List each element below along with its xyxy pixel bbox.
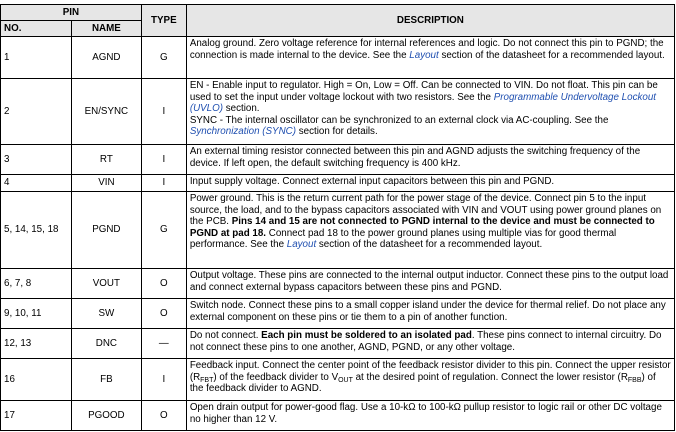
pin-number: 6, 7, 8 (1, 269, 72, 299)
name-header: NAME (71, 21, 141, 37)
pin-number: 4 (1, 175, 72, 192)
table-row (1, 37, 675, 79)
pin-description: EN - Enable input to regulator. High = On, Low = Off. Can be connected to VIN. Do not float. This pin can be used to set the input under voltage lockout with two resistors. See the Programmable Undervoltage Lockout (UVLO) section. SYNC - The internal oscillator can be synchronized to an external clock via AC-coupling. See the Synchronization (SYNC) section for details. (186, 79, 674, 145)
pin-description: Analog ground. Zero voltage reference for internal references and logic. Do not connect this pin to PGND; the connection is made internal to the device. See the Layout section of the datasheet for a recommended layout. (186, 37, 674, 79)
pin-name: RT (71, 145, 141, 175)
pin-type: O (141, 269, 186, 299)
pin-description: Switch node. Connect these pins to a small copper island under the device for thermal relief. Do not place any external component on these pins or tie them to a pin of another function. (186, 299, 674, 329)
pin-number: 5, 14, 15, 18 (1, 192, 72, 269)
pin-name: FB (71, 359, 141, 401)
sync-link[interactable]: Synchronization (SYNC) (189, 126, 296, 138)
pin-type: I (141, 145, 186, 175)
pin-number: 16 (1, 359, 72, 401)
pin-description: Output voltage. These pins are connected to the internal output inductor. Connect these pins to the output load and connect external bypass capacitors between these pins and PGND. (186, 269, 674, 299)
pin-number: 9, 10, 11 (1, 299, 72, 329)
pin-type: — (141, 329, 186, 359)
pin-type: G (141, 37, 186, 79)
pin-name: PGND (71, 192, 141, 269)
table-row (1, 269, 675, 299)
pin-number: 2 (1, 79, 72, 145)
table-row (1, 401, 675, 431)
pin-name: AGND (71, 37, 141, 79)
pin-name: PGOOD (71, 401, 141, 431)
uvlo-link[interactable]: Programmable Undervoltage Lockout (UVLO) (189, 91, 656, 115)
layout-link[interactable]: Layout (286, 239, 317, 251)
pin-number: 3 (1, 145, 72, 175)
pin-description: An external timing resistor connected between this pin and AGND adjusts the switching frequency of the device. If left open, the default switching frequency is 400 kHz. (186, 145, 674, 175)
pin-name: SW (71, 299, 141, 329)
table-row (1, 329, 675, 359)
pin-number: 17 (1, 401, 72, 431)
pin-header: PIN (1, 5, 142, 21)
pin-type: I (141, 79, 186, 145)
pin-number: 1 (1, 37, 72, 79)
pin-type: O (141, 401, 186, 431)
pin-type: G (141, 192, 186, 269)
pin-name: VOUT (71, 269, 141, 299)
pin-name: VIN (71, 175, 141, 192)
table-row (1, 299, 675, 329)
table-row (1, 175, 675, 192)
pin-description: Feedback input. Connect the center point of the feedback resistor divider to this pin. Connect the upper resistor $(R_{FBT})$ of the feedback divider to $V_{OUT}$ at the desired point of regulation. Connect the lower resistor $(R_{FBB})$ of the feedback divider to AGND. (186, 359, 674, 401)
pin-functions-table (0, 4, 675, 431)
pin-description: Do not connect. Each pin must be soldered to an isolated pad. These pins connect to internal circuitry. Do not connect these pins to one another, AGND, PGND, or any other voltage. (186, 329, 674, 359)
description-header: DESCRIPTION (186, 5, 674, 37)
table-row (1, 145, 675, 175)
no-header: NO. (1, 21, 72, 37)
pin-type: I (141, 359, 186, 401)
pin-name: DNC (71, 329, 141, 359)
pin-description: Power ground. This is the return current path for the power stage of the device. Connect pin 5 to the input source, the load, and to the bypass capacitors associated with VIN and VOUT using power ground planes on the PCB. Pins 14 and 15 are not connected to PGND internal to the device and must be connected to PGND at pad 18. Connect pad 18 to the power ground planes using multiple vias for good thermal performance. See the Layout section of the datasheet for a recommended layout. (186, 192, 674, 269)
pin-type: I (141, 175, 186, 192)
pin-description: Input supply voltage. Connect external input capacitors between this pin and PGND. (186, 175, 674, 192)
table-row (1, 79, 675, 145)
pin-type: O (141, 299, 186, 329)
pin-number: 12, 13 (1, 329, 72, 359)
layout-link[interactable]: Layout (409, 49, 439, 61)
pin-name: EN/SYNC (71, 79, 141, 145)
table-row (1, 192, 675, 269)
pin-description: Open drain output for power-good flag. Use a 10-kΩ to 100-kΩ pullup resistor to logic rail or other DC voltage no higher than 12 V. (186, 401, 674, 431)
table-row (1, 359, 675, 401)
type-header: TYPE (141, 5, 186, 37)
